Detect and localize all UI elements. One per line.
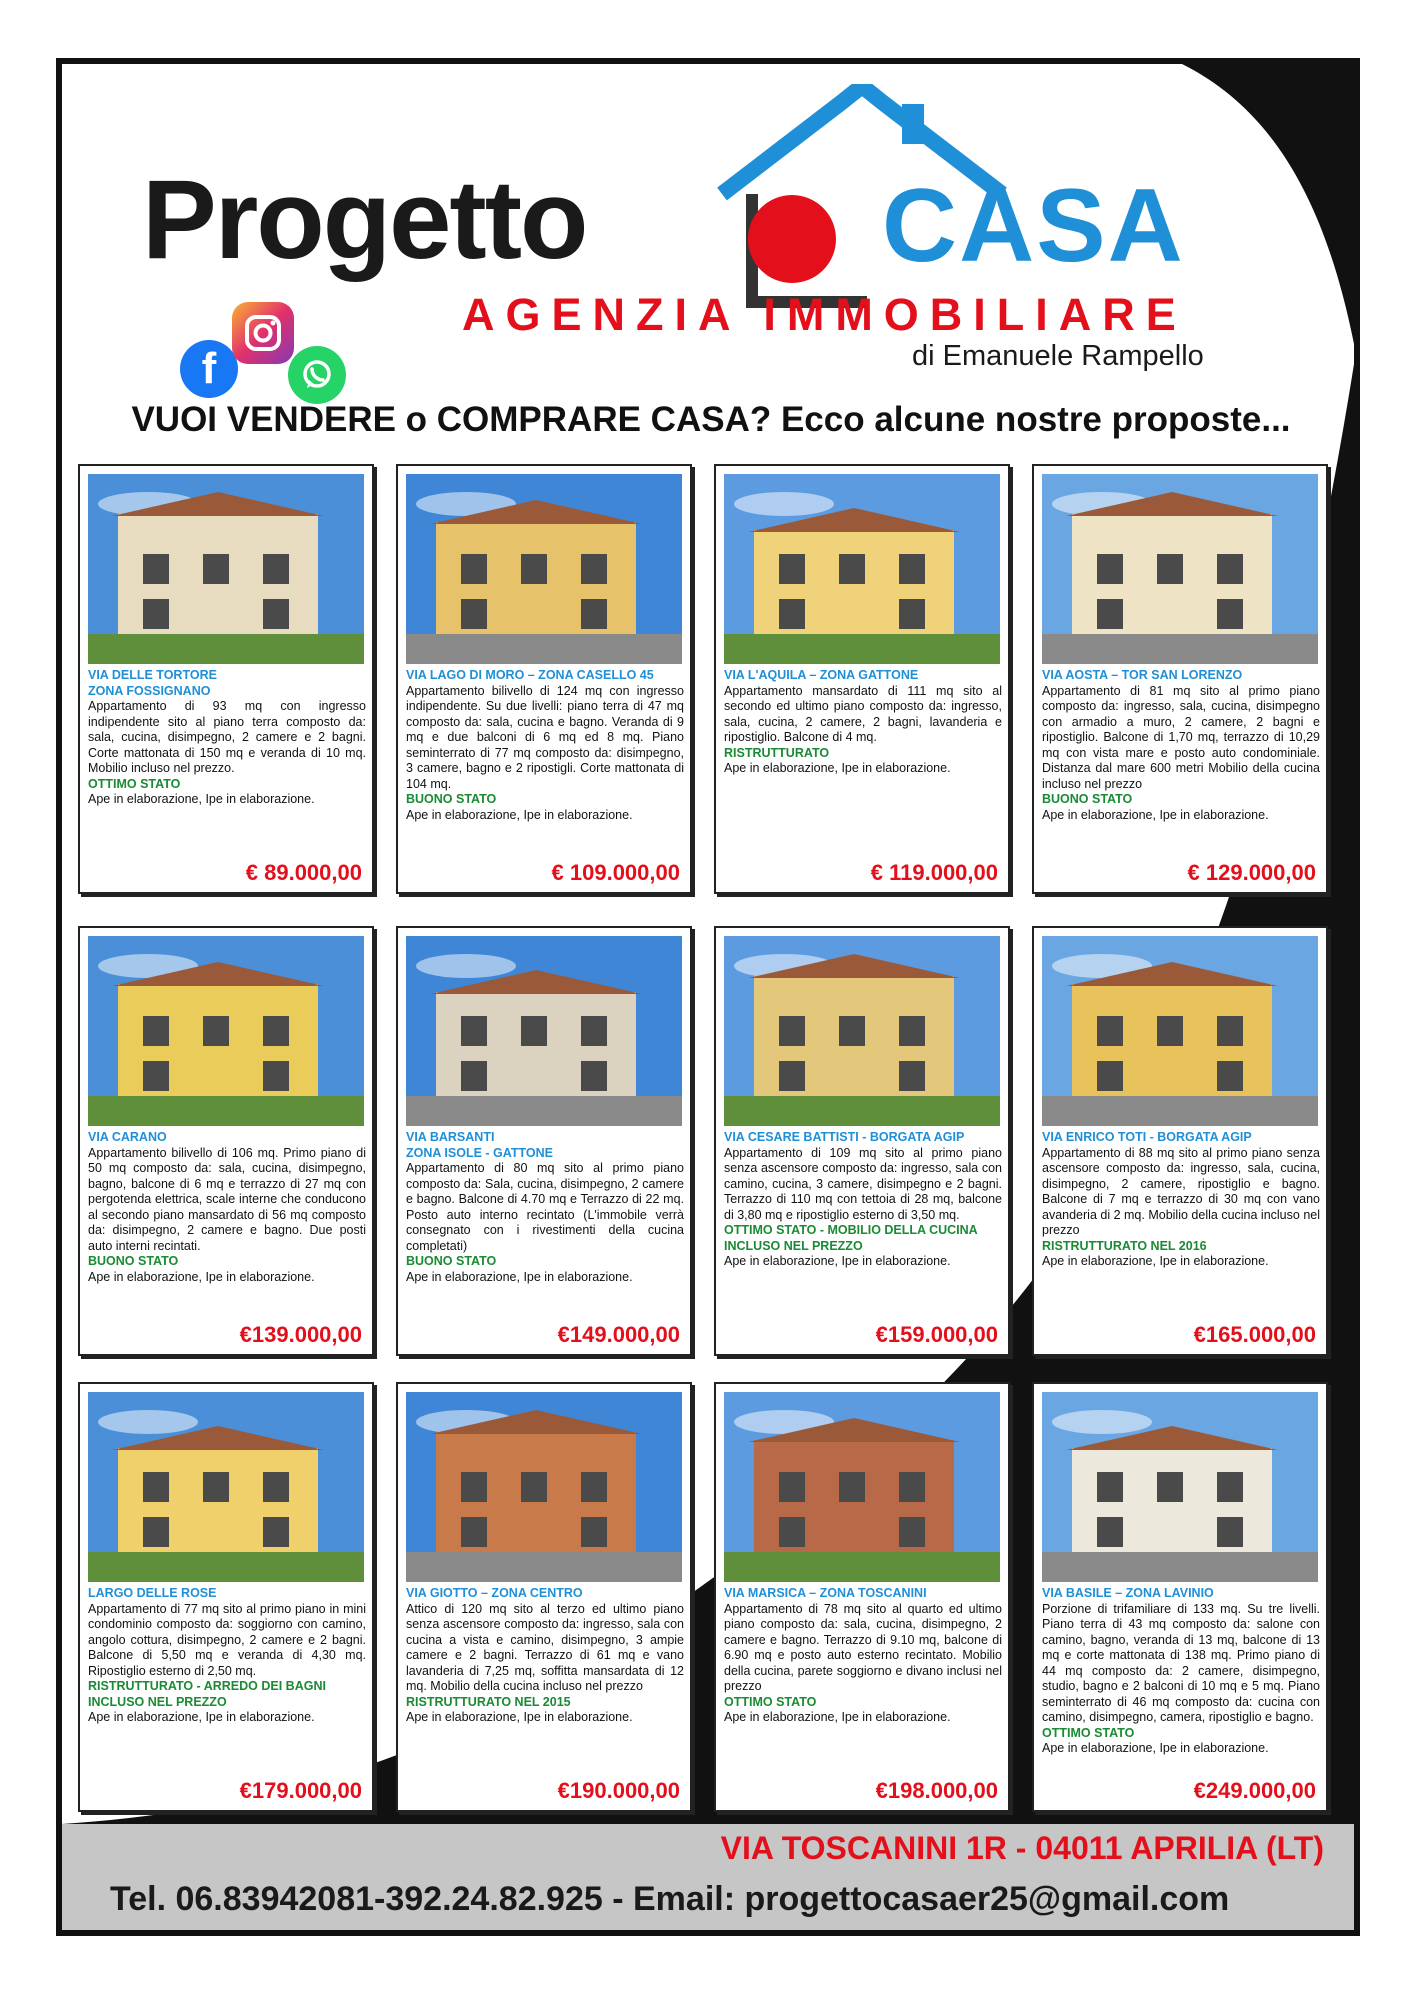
listing-price: €249.000,00 xyxy=(1193,1778,1316,1803)
listing-card[interactable] xyxy=(1032,464,1328,894)
listing-card[interactable] xyxy=(78,926,374,1356)
listing-status: OTTIMO STATO xyxy=(88,776,181,791)
listing-address: VIA GIOTTO – ZONA CENTRO xyxy=(406,1586,583,1600)
listing-energy-cert: Ape in elaborazione, Ipe in elaborazione. xyxy=(724,1710,951,1724)
listing-address: VIA LAGO DI MORO – ZONA CASELLO 45 xyxy=(406,668,654,682)
listing-card[interactable] xyxy=(1032,1382,1328,1812)
listing-energy-cert: Ape in elaborazione, Ipe in elaborazione. xyxy=(724,1254,951,1268)
listing-zone: ZONA ISOLE - GATTONE xyxy=(406,1145,553,1160)
listing-address: VIA DELLE TORTORE xyxy=(88,668,217,682)
listing-description: Appartamento bilivello di 106 mq. Primo piano di 50 mq composto da: sala, cucina, disimpegno, bagno, balcone di 6 mq e terrazzo di 27 mq con pergotenda elettrica, scale interne che conducono al secondo piano mansardato di 56 mq composto da: disimpegno, 2 camere e bagno. Due posti auto interni recintati. xyxy=(88,1145,366,1253)
listing-address: VIA BARSANTI xyxy=(406,1130,495,1144)
listing-text xyxy=(406,668,684,823)
listing-description: Appartamento di 88 mq sito al primo piano senza ascensore composto da: ingresso, sala, cucina, disimpegno, 2 camere, ripostiglio e bagno. Balcone di 7 mq e terrazzo di 30 mq con vano avanderia di 2 mq. Mobilio della cucina incluso nel prezzo xyxy=(1042,1145,1320,1237)
listing-price: € 109.000,00 xyxy=(551,860,680,885)
listing-price: € 129.000,00 xyxy=(1187,860,1316,885)
listing-text xyxy=(88,1586,366,1726)
listing-energy-cert: Ape in elaborazione, Ipe in elaborazione. xyxy=(724,761,951,775)
listing-price: €190.000,00 xyxy=(557,1778,680,1803)
listing-price: €165.000,00 xyxy=(1193,1322,1316,1347)
listing-text xyxy=(88,668,366,808)
listing-card[interactable] xyxy=(1032,926,1328,1356)
listing-price: €179.000,00 xyxy=(239,1778,362,1803)
listing-energy-cert: Ape in elaborazione, Ipe in elaborazione. xyxy=(406,807,633,822)
listing-text xyxy=(406,1586,684,1726)
listing-status: OTTIMO STATO xyxy=(724,1694,817,1709)
listing-status: OTTIMO STATO - MOBILIO DELLA CUCINA INCLUSO NEL PREZZO xyxy=(724,1223,978,1253)
listing-description: Appartamento di 78 mq sito al quarto ed ultimo piano composto da: sala, cucina, disimpegno, 2 camere e bagno. Terrazzo di 9.10 mq, balcone di 6.90 mq e posto auto esterno recintato. Mobilio della cucina, parete soggiorno e divano inclusi nel prezzo xyxy=(724,1601,1002,1693)
property-photo[interactable] xyxy=(1042,1392,1318,1582)
listing-card[interactable] xyxy=(396,464,692,894)
agency-address: VIA TOSCANINI 1R - 04011 APRILIA (LT) xyxy=(720,1830,1324,1866)
listing-address: VIA ENRICO TOTI - BORGATA AGIP xyxy=(1042,1130,1252,1144)
listing-card[interactable] xyxy=(78,1382,374,1812)
brand-casa: CASA xyxy=(882,168,1185,284)
owner-name: di Emanuele Rampello xyxy=(912,340,1204,372)
listing-energy-cert: Ape in elaborazione, Ipe in elaborazione. xyxy=(1042,1254,1269,1268)
listing-address: VIA CARANO xyxy=(88,1130,167,1144)
listing-text xyxy=(88,1130,366,1285)
listing-address: VIA BASILE – ZONA LAVINIO xyxy=(1042,1586,1214,1600)
listing-price: €149.000,00 xyxy=(557,1322,680,1347)
listing-address: VIA CESARE BATTISTI - BORGATA AGIP xyxy=(724,1130,965,1144)
listing-text xyxy=(406,1130,684,1285)
listing-card[interactable] xyxy=(78,464,374,894)
listing-status: BUONO STATO xyxy=(1042,792,1133,806)
listing-address: VIA MARSICA – ZONA TOSCANINI xyxy=(724,1586,927,1600)
property-photo[interactable] xyxy=(724,474,1000,664)
listing-energy-cert: Ape in elaborazione, Ipe in elaborazione. xyxy=(1042,1741,1269,1755)
property-photo[interactable] xyxy=(406,1392,682,1582)
listing-zone: ZONA FOSSIGNANO xyxy=(88,683,211,698)
listing-price: € 89.000,00 xyxy=(245,860,362,885)
listing-status: BUONO STATO xyxy=(406,792,497,806)
property-photo[interactable] xyxy=(88,1392,364,1582)
listing-description: Attico di 120 mq sito al terzo ed ultimo piano senza ascensore composto da: ingresso, sala con cucina a vista e camino, disimpegno, 3 ampie camere e 2 bagni. Terrazzo di 61 mq e vano lavanderia di 7,25 mq, soffitta mansardata di 12 mq. Mobilio della cucina incluso nel prezzo xyxy=(406,1601,684,1693)
whatsapp-icon[interactable] xyxy=(288,346,346,404)
listing-text xyxy=(1042,668,1320,823)
flyer-frame xyxy=(56,58,1360,1936)
listing-price: €159.000,00 xyxy=(875,1322,998,1347)
listing-address: VIA AOSTA – TOR SAN LORENZO xyxy=(1042,668,1243,682)
property-photo[interactable] xyxy=(724,1392,1000,1582)
listing-energy-cert: Ape in elaborazione, Ipe in elaborazione. xyxy=(406,1710,633,1724)
listing-status: RISTRUTTURATO NEL 2015 xyxy=(406,1694,571,1709)
listing-status: RISTRUTTURATO xyxy=(724,745,830,760)
listing-description: Appartamento mansardato di 111 mq sito al secondo ed ultimo piano composto da: ingresso, sala, cucina, 2 camere, 2 bagni, lavanderia e ripostiglio. Balcone di 4 mq. xyxy=(724,683,1002,744)
listing-card[interactable] xyxy=(396,926,692,1356)
listing-address: VIA L'AQUILA – ZONA GATTONE xyxy=(724,668,919,682)
listing-energy-cert: Ape in elaborazione, Ipe in elaborazione. xyxy=(88,1710,315,1724)
listing-card[interactable] xyxy=(714,1382,1010,1812)
listing-description: Appartamento di 77 mq sito al primo piano in mini condominio composto da: soggiorno con camino, angolo cottura, disimpegno, 2 camere e 2 bagni. Balcone di 5,50 mq e veranda di 4,30 mq. Ripostiglio esterno di 2,50 mq. xyxy=(88,1601,366,1678)
contact-info[interactable]: Tel. 06.83942081-392.24.82.925 - Email: progettocasaer25@gmail.com xyxy=(110,1880,1230,1918)
listing-energy-cert: Ape in elaborazione, Ipe in elaborazione. xyxy=(406,1269,633,1284)
property-photo[interactable] xyxy=(1042,474,1318,664)
brand-progetto: Progetto xyxy=(142,157,587,282)
listing-text xyxy=(724,1130,1002,1270)
instagram-icon[interactable] xyxy=(232,302,294,364)
listing-description: Appartamento di 81 mq sito al primo piano composto da: ingresso, sala, cucina, disimpegno con armadio a muro, 2 camere, 2 bagni e ripostiglio. Balcone di 1,70 mq, terrazzo di 10,29 mq con vista mare e posto auto condominiale. Distanza dal mare 600 metri Mobilio della cucina incluso nel prezzo xyxy=(1042,683,1320,791)
listing-text xyxy=(1042,1586,1320,1757)
listing-energy-cert: Ape in elaborazione, Ipe in elaborazione. xyxy=(88,1269,315,1284)
listing-status: BUONO STATO xyxy=(406,1254,497,1268)
listing-status: RISTRUTTURATO - ARREDO DEI BAGNI INCLUSO NEL PREZZO xyxy=(88,1679,326,1709)
listing-text xyxy=(724,1586,1002,1726)
listing-description: Appartamento bilivello di 124 mq con ingresso indipendente. Su due livelli: piano terra di 47 mq composto da: sala, cucina e bagno. Veranda di 9 mq e due balconi di 6 mq ed 8 mq. Piano seminterrato di 77 mq composto da: disimpegno, 3 camere, bagno e 2 ripostigli. Corte mattonata di 104 mq. xyxy=(406,683,684,791)
listing-text xyxy=(724,668,1002,777)
property-photo[interactable] xyxy=(88,936,364,1126)
listing-energy-cert: Ape in elaborazione, Ipe in elaborazione. xyxy=(88,792,315,806)
listing-price: €198.000,00 xyxy=(875,1778,998,1803)
property-photo[interactable] xyxy=(406,474,682,664)
property-photo[interactable] xyxy=(88,474,364,664)
property-photo[interactable] xyxy=(1042,936,1318,1126)
agency-tagline: AGENZIA IMMOBILIARE xyxy=(462,289,1187,340)
property-photo[interactable] xyxy=(724,936,1000,1126)
headline: VUOI VENDERE o COMPRARE CASA? Ecco alcune nostre proposte... xyxy=(131,400,1291,439)
listing-card[interactable] xyxy=(396,1382,692,1812)
listing-text xyxy=(1042,1130,1320,1270)
listing-card[interactable] xyxy=(714,464,1010,894)
listing-description: Appartamento di 80 mq sito al primo piano composto da: Sala, cucina, disimpegno, 2 camere e bagno. Balcone di 4.70 mq e Terrazzo di 22 mq. Posto auto interno recintato (L'immobile verrà consegnato con i rivestimenti della cucina completati) xyxy=(406,1161,684,1253)
listing-status: OTTIMO STATO xyxy=(1042,1725,1135,1740)
listing-price: €139.000,00 xyxy=(239,1322,362,1347)
listing-description: Appartamento di 93 mq con ingresso indipendente sito al piano terra composto da: sala, cucina, disimpegno, 2 camere e 2 bagni. Corte mattonata di 150 mq e veranda di 10 mq. Mobilio incluso nel prezzo. xyxy=(88,699,366,775)
property-photo[interactable] xyxy=(406,936,682,1126)
listing-energy-cert: Ape in elaborazione, Ipe in elaborazione. xyxy=(1042,807,1269,822)
listing-description: Appartamento di 109 mq sito al primo piano senza ascensore composto da: ingresso, sala con camino, cucina, 3 camere, disimpegno e 2 bagni. Terrazzo di 110 mq con tettoia di 28 mq, balcone di 3,80 mq e ripostiglio esterno di 3,50 mq. xyxy=(724,1145,1002,1222)
facebook-icon[interactable]: f xyxy=(180,340,238,398)
listing-status: RISTRUTTURATO NEL 2016 xyxy=(1042,1238,1207,1253)
listing-status: BUONO STATO xyxy=(88,1254,179,1268)
listing-description: Porzione di trifamiliare di 133 mq. Su tre livelli. Piano terra di 43 mq composto da: salone con camino, bagno, veranda di 13 mq, balcone di 13 mq e corte mattonata di 138 mq. Primo piano di 44 mq composto da: 2 camere, disimpegno, studio, bagno e 2 balconi di 10 mq e 5 mq. Piano seminterrato di 46 mq composto da: cucina con camino, disimpegno, camera, ripostiglio e bagno. xyxy=(1042,1601,1320,1724)
listing-address: LARGO DELLE ROSE xyxy=(88,1586,217,1600)
listing-card[interactable] xyxy=(714,926,1010,1356)
listing-price: € 119.000,00 xyxy=(870,860,998,885)
